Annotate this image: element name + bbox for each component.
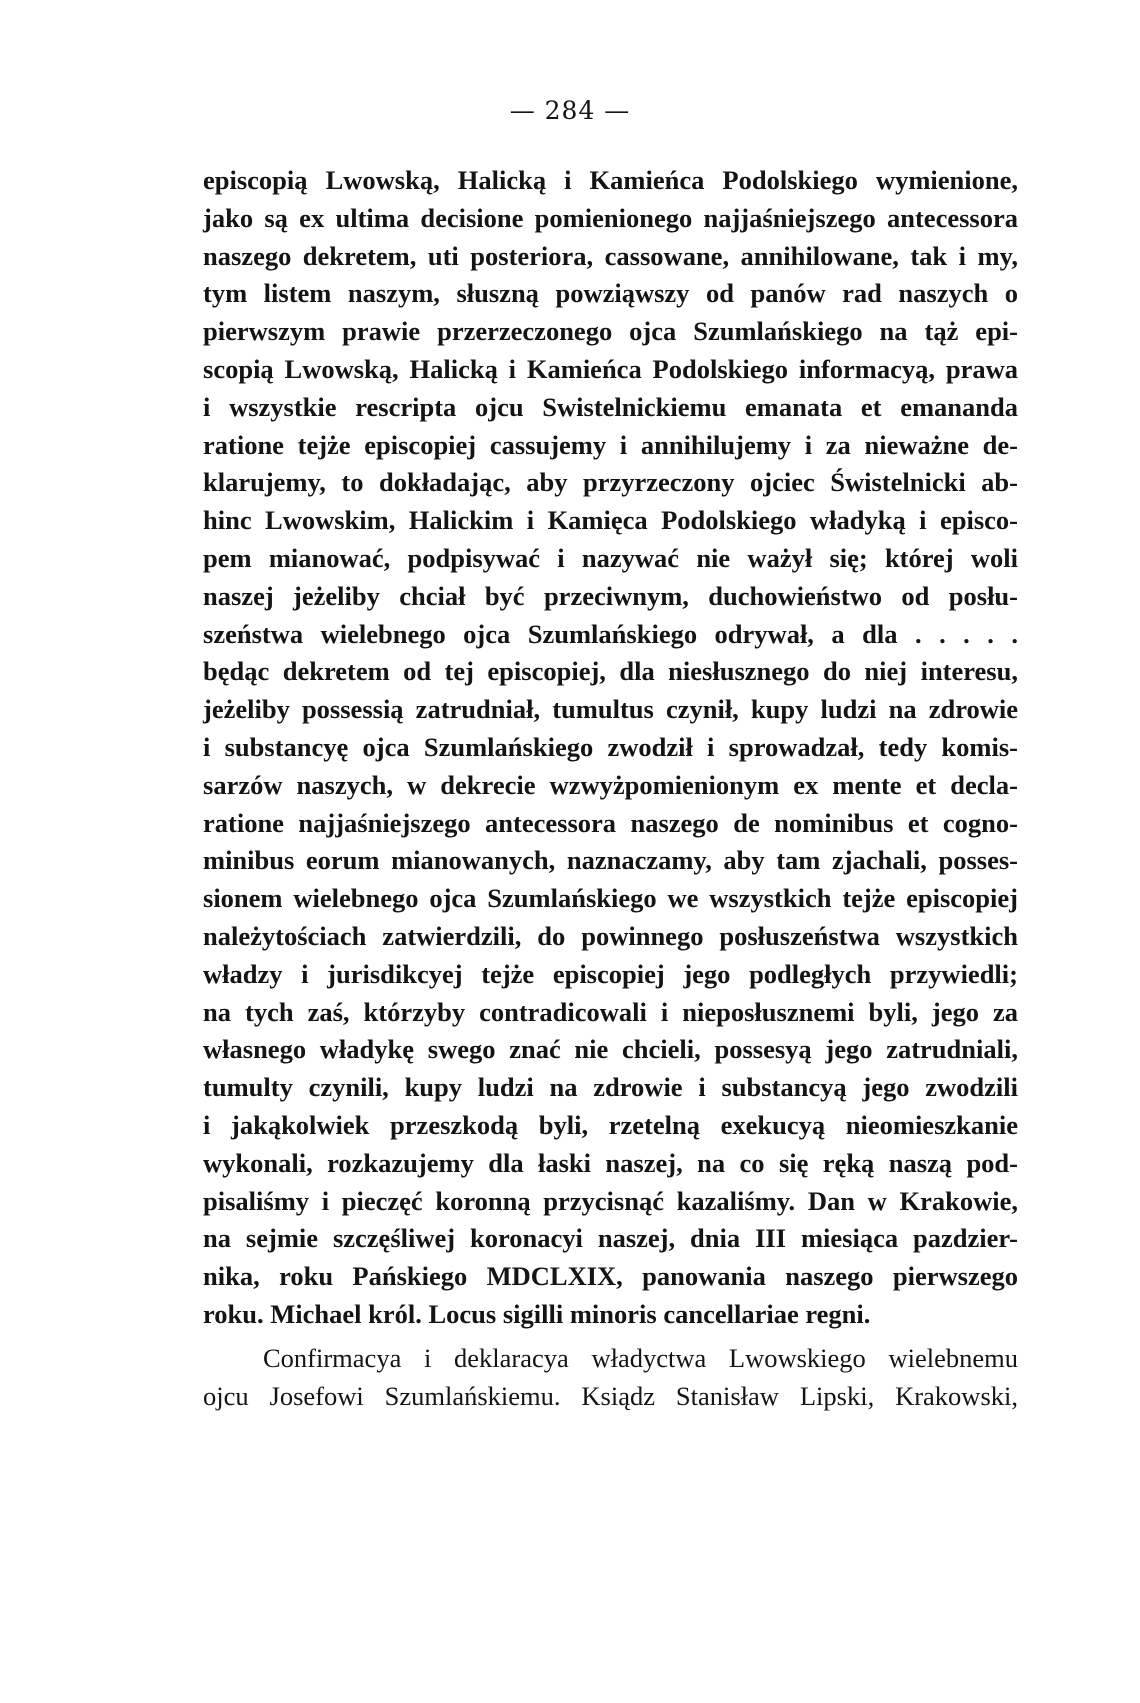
text-line: i jakąkolwiek przeszkodą byli, rzetelną exekucyą nieomieszkanie: [203, 1109, 1018, 1140]
text-line: pisaliśmy i pieczęć koronną przycisnąć kazaliśmy. Dan w Krakowie,: [203, 1185, 1018, 1216]
page-number: — 284 —: [509, 96, 631, 125]
text-line: tym listem naszym, słuszną powziąwszy od panów rad naszych o: [203, 278, 1018, 309]
text-line: minibus eorum mianowanych, naznaczamy, aby tam zjachali, posses-: [203, 845, 1018, 876]
text-line: naszego dekretem, uti posteriora, cassowane, annihilowane, tak i my,: [203, 240, 1018, 271]
text-line: sionem wielebnego ojca Szumlańskiego we wszystkich tejże episcopiej: [203, 883, 1018, 914]
text-line: wykonali, rozkazujemy dla łaski naszej, na co się ręką naszą pod-: [203, 1147, 1018, 1178]
text-line: na tych zaś, którzyby contradicowali i nieposłusznemi byli, jego za: [203, 996, 1018, 1027]
text-line: należytościach zatwierdzili, do powinnego posłuszeństwa wszystkich: [203, 920, 1018, 951]
text-line: pem mianować, podpisywać i nazywać nie ważył się; której woli: [203, 542, 1018, 573]
text-line: tumulty czynili, kupy ludzi na zdrowie i substancyą jego zwodzili: [203, 1072, 1018, 1103]
text-line: naszej jeżeliby chciał być przeciwnym, duchowieństwo od posłu-: [203, 580, 1018, 611]
text-line: na sejmie szczęśliwej koronacyi naszej, dnia III miesiąca pazdzier-: [203, 1223, 1018, 1254]
text-line: roku. Michael król. Locus sigilli minoris cancellariae regni.: [203, 1298, 871, 1329]
text-line: nika, roku Pańskiego MDCLXIX, panowania naszego pierwszego: [203, 1261, 1018, 1292]
text-line: ratione tejże episcopiej cassujemy i annihilujemy i za nieważne de-: [203, 429, 1018, 460]
text-line: sarzów naszych, w dekrecie wzwyżpomienionym ex mente et decla-: [203, 769, 1018, 800]
text-line: scopią Lwowską, Halicką i Kamieńca Podolskiego informacyą, prawa: [203, 353, 1018, 384]
text-line: i substancyę ojca Szumlańskiego zwodził i sprowadzał, tedy komis-: [203, 731, 1018, 762]
text-line: ratione najjaśniejszego antecessora naszego de nominibus et cogno-: [203, 807, 1018, 838]
paragraph-first-line: Confirmacya i deklaracya władyctwa Lwowskiego wielebnemu: [263, 1342, 1018, 1373]
text-line: własnego władykę swego znać nie chcieli, possesyą jego zatrudniali,: [203, 1034, 1018, 1065]
text-line: władzy i jurisdikcyej tejże episcopiej jego podległych przywiedli;: [203, 958, 1018, 989]
text-line: jako są ex ultima decisione pomienionego najjaśniejszego antecessora: [203, 202, 1018, 233]
text-line: klarujemy, to dokładając, aby przyrzeczony ojciec Świstelnicki ab-: [203, 467, 1018, 498]
text-line: episcopią Lwowską, Halicką i Kamieńca Podolskiego wymienione,: [203, 165, 1018, 195]
text-line: szeństwa wielebnego ojca Szumlańskiego odrywał, a dla . . . . .: [203, 618, 1018, 649]
text-line: ojcu Josefowi Szumlańskiemu. Ksiądz Stanisław Lipski, Krakowski,: [203, 1380, 1018, 1411]
text-line: będąc dekretem od tej episcopiej, dla niesłusznego do niej interesu,: [203, 656, 1018, 687]
text-line: i wszystkie rescripta ojcu Swistelnickiemu emanata et emananda: [203, 391, 1018, 422]
text-line: jeżeliby possessią zatrudniał, tumultus czynił, kupy ludzi na zdrowie: [203, 694, 1018, 725]
text-line: hinc Lwowskim, Halickim i Kamięca Podolskiego władyką i episco-: [203, 505, 1018, 536]
text-line: pierwszym prawie przerzeczonego ojca Szumlańskiego na tąż epi-: [203, 316, 1018, 347]
body-text: [203, 162, 1018, 1415]
